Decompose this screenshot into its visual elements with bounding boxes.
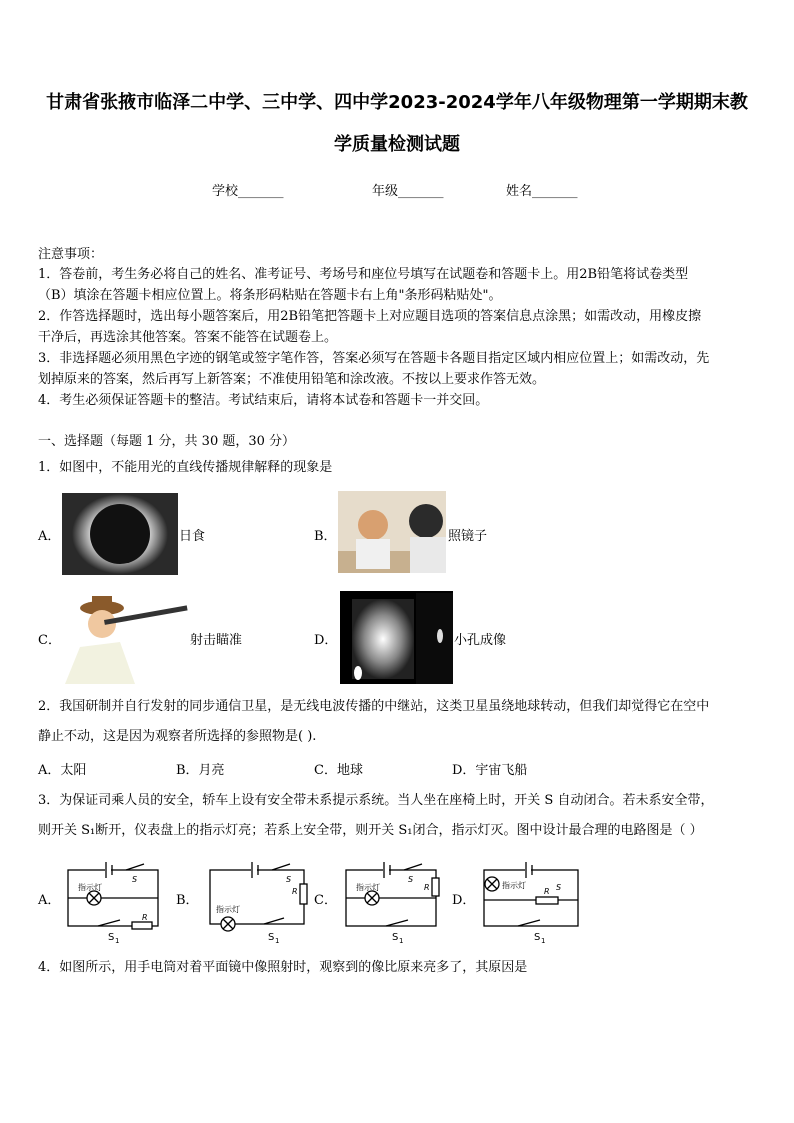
note-line: 1．答卷前，考生务必将自己的姓名、准考证号、考场号和座位号填写在试题卷和答题卡上。用2B铅笔将试卷类型 (38, 267, 689, 282)
school-field[interactable]: 学校_______ (212, 184, 284, 199)
note-line: 2．作答选择题时，选出每小题答案后，用2B铅笔把答题卡上对应题目选项的答案信息点涂黑；如需改动，用橡皮擦 (38, 309, 702, 324)
lamp-label: 指示灯 (356, 883, 380, 892)
pinhole-image (340, 591, 453, 684)
notes-heading: 注意事项： (38, 247, 104, 262)
q3-option-d-label[interactable]: D． (452, 893, 476, 908)
resistor-label: R (424, 883, 430, 892)
circuit-diagram-d (478, 856, 582, 946)
q3-option-b-label[interactable]: B． (176, 893, 199, 908)
section-heading: 一、选择题（每题 1 分，共 30 题，30 分） (38, 434, 296, 449)
q2-option-d[interactable]: D．宇宙飞船 (452, 763, 528, 778)
switch-s-label: S (132, 875, 138, 884)
switch-s-label: S (286, 875, 292, 884)
question-1-stem: 1．如图中，不能用光的直线传播规律解释的现象是 (38, 460, 333, 475)
q3-option-c-label[interactable]: C． (314, 893, 337, 908)
option-b-label[interactable]: B． (314, 529, 337, 544)
resistor-label: R (142, 913, 148, 922)
shooting-image (60, 592, 190, 684)
option-a-caption: 日食 (179, 529, 206, 544)
option-b-caption: 照镜子 (448, 529, 488, 544)
switch-s1-label: S (108, 932, 115, 943)
lamp-label: 指示灯 (216, 905, 240, 914)
note-line: 4．考生必须保证答题卡的整洁。考试结束后，请将本试卷和答题卡一并交回。 (38, 393, 489, 408)
q2-option-c[interactable]: C．地球 (314, 763, 363, 778)
switch-s1-label: S (392, 932, 399, 943)
resistor-label: R (292, 887, 298, 896)
q3-option-a-label[interactable]: A． (38, 893, 61, 908)
name-field[interactable]: 姓名_______ (506, 184, 578, 199)
question-2-stem-line1: 2．我国研制并自行发射的同步通信卫星，是无线电波传播的中继站，这类卫星虽绕地球转动，但我们却觉得它在空中 (38, 699, 710, 714)
switch-s1-sub: 1 (399, 937, 404, 945)
switch-s-label: S (556, 883, 562, 892)
circuit-diagram-c (342, 856, 442, 946)
solar-eclipse-image (62, 493, 178, 575)
note-line: 3．非选择题必须用黑色字迹的钢笔或签字笔作答，答案必须写在答题卡各题目指定区域内相应位置上；如需改动，先 (38, 351, 710, 366)
question-3-stem-line1: 3．为保证司乘人员的安全，轿车上设有安全带未系提示系统。当人坐在座椅上时，开关 S 自动闭合。若未系安全带， (38, 793, 714, 808)
circuit-diagram-a (64, 856, 164, 946)
grade-field[interactable]: 年级_______ (372, 184, 444, 199)
page-title-line2: 学质量检测试题 (334, 134, 460, 155)
switch-s-label: S (408, 875, 414, 884)
circuit-diagram-b (204, 856, 308, 946)
page-title-line1: 甘肃省张掖市临泽二中学、三中学、四中学2023-2024学年八年级物理第一学期期末教 (46, 92, 748, 113)
question-3-stem-line2: 则开关 S₁断开，仪表盘上的指示灯亮；若系上安全带，则开关 S₁闭合，指示灯灭。图中设计最合理的电路图是（ ） (38, 823, 703, 838)
note-line: 划掉原来的答案，然后再写上新答案；不准使用铅笔和涂改液。不按以上要求作答无效。 (38, 372, 546, 387)
option-d-caption: 小孔成像 (454, 633, 507, 648)
resistor-label: R (544, 887, 550, 896)
question-4-stem: 4．如图所示，用手电筒对着平面镜中像照射时，观察到的像比原来亮多了，其原因是 (38, 960, 528, 975)
q2-option-a[interactable]: A．太阳 (38, 763, 87, 778)
switch-s1-label: S (268, 932, 275, 943)
option-c-caption: 射击瞄准 (190, 633, 243, 648)
switch-s1-label: S (534, 932, 541, 943)
option-a-label[interactable]: A． (38, 529, 61, 544)
option-d-label[interactable]: D． (314, 633, 338, 648)
switch-s1-sub: 1 (541, 937, 546, 945)
lamp-label: 指示灯 (78, 883, 102, 892)
note-line: 干净后，再选涂其他答案。答案不能答在试题卷上。 (38, 330, 338, 345)
switch-s1-sub: 1 (275, 937, 280, 945)
mirror-photo-image (338, 491, 446, 573)
q2-option-b[interactable]: B．月亮 (176, 763, 225, 778)
switch-s1-sub: 1 (115, 937, 120, 945)
question-2-stem-line2: 静止不动，这是因为观察者所选择的参照物是( ). (38, 729, 317, 744)
lamp-label: 指示灯 (502, 881, 526, 890)
option-c-label[interactable]: C． (38, 633, 61, 648)
note-line: （B）填涂在答题卡相应位置上。将条形码粘贴在答题卡右上角"条形码粘贴处"。 (38, 288, 502, 303)
